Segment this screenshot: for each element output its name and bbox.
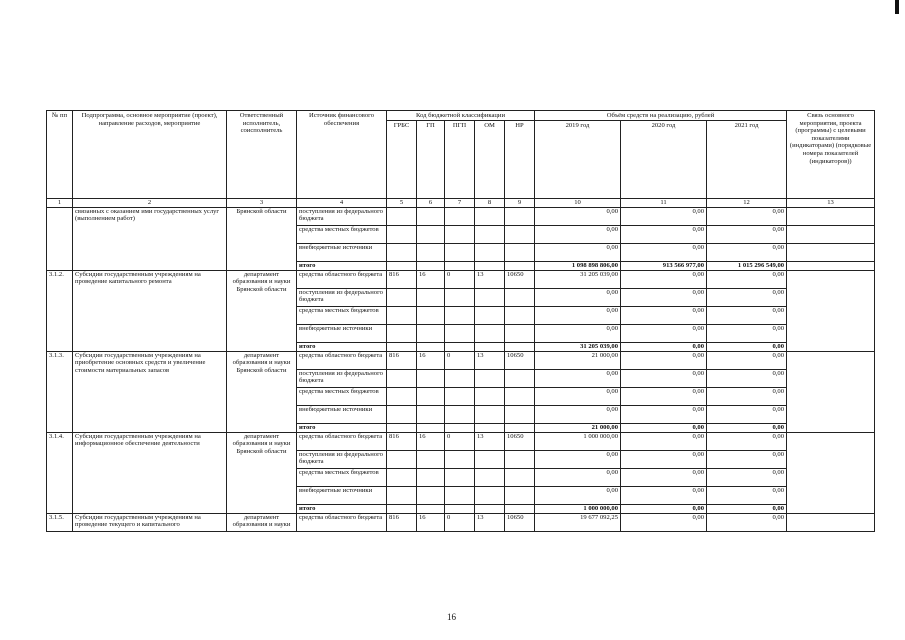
value-2019: 0,00: [535, 369, 621, 387]
value-2020: 0,00: [621, 243, 707, 261]
value-2021: 0,00: [707, 351, 787, 369]
value-2020: 0,00: [621, 207, 707, 225]
code-om: 13: [475, 432, 505, 450]
code-om: [475, 324, 505, 342]
code-pgp: 0: [445, 513, 475, 531]
code-pgp: 0: [445, 270, 475, 288]
value-2021: 0,00: [707, 243, 787, 261]
code-grbs: [387, 342, 417, 351]
value-2021: 0,00: [707, 423, 787, 432]
value-2020: 0,00: [621, 387, 707, 405]
header-code-grbs: ГРБС: [387, 120, 417, 198]
value-2021: 0,00: [707, 405, 787, 423]
code-grbs: 816: [387, 270, 417, 288]
header-year-2020: 2020 год: [621, 120, 707, 198]
column-number: 10: [535, 198, 621, 207]
column-number: 8: [475, 198, 505, 207]
header-num: № пп: [47, 111, 73, 199]
value-2020: 0,00: [621, 468, 707, 486]
source-cell: средства областного бюджета: [297, 513, 387, 531]
source-cell: средства местных бюджетов: [297, 306, 387, 324]
code-om: 13: [475, 513, 505, 531]
program-name: Субсидии государственным учреждениям на проведение текущего и капитального: [73, 513, 227, 531]
header-year-2021: 2021 год: [707, 120, 787, 198]
code-gp: [417, 369, 445, 387]
code-pgp: [445, 369, 475, 387]
code-grbs: [387, 486, 417, 504]
value-2019: 0,00: [535, 288, 621, 306]
code-om: [475, 306, 505, 324]
value-2020: 0,00: [621, 450, 707, 468]
code-nr: [505, 306, 535, 324]
value-2021: 0,00: [707, 342, 787, 351]
code-nr: [505, 225, 535, 243]
header-code-om: ОМ: [475, 120, 505, 198]
code-grbs: [387, 225, 417, 243]
source-cell: внебюджетные источники: [297, 405, 387, 423]
code-pgp: 0: [445, 351, 475, 369]
value-2020: 0,00: [621, 504, 707, 513]
code-nr: [505, 288, 535, 306]
header-code-group: Код бюджетной классификации: [387, 111, 535, 121]
code-nr: [505, 504, 535, 513]
code-pgp: [445, 504, 475, 513]
value-2019: 1 000 000,00: [535, 504, 621, 513]
value-2020: 0,00: [621, 225, 707, 243]
code-om: [475, 468, 505, 486]
code-pgp: [445, 288, 475, 306]
value-2020: 0,00: [621, 423, 707, 432]
source-cell: внебюджетные источники: [297, 324, 387, 342]
header-code-nr: НР: [505, 120, 535, 198]
code-nr: [505, 486, 535, 504]
code-gp: [417, 243, 445, 261]
value-2021: 0,00: [707, 432, 787, 450]
link-cell: [787, 513, 875, 531]
value-2019: 0,00: [535, 225, 621, 243]
code-gp: [417, 405, 445, 423]
value-2019: 0,00: [535, 324, 621, 342]
value-2019: 0,00: [535, 306, 621, 324]
code-pgp: [445, 243, 475, 261]
column-number: 5: [387, 198, 417, 207]
code-nr: [505, 405, 535, 423]
value-2020: 913 566 977,00: [621, 261, 707, 270]
code-pgp: [445, 261, 475, 270]
code-nr: [505, 468, 535, 486]
code-gp: 16: [417, 432, 445, 450]
code-grbs: [387, 387, 417, 405]
code-om: [475, 225, 505, 243]
responsible: департамент образования и науки Брянской области: [227, 270, 297, 351]
value-2021: 0,00: [707, 225, 787, 243]
value-2021: 1 015 296 549,00: [707, 261, 787, 270]
code-grbs: [387, 243, 417, 261]
table-row: [47, 270, 875, 288]
source-cell: итого: [297, 504, 387, 513]
link-cell: [787, 261, 875, 270]
value-2019: 19 677 092,25: [535, 513, 621, 531]
column-number: 11: [621, 198, 707, 207]
code-pgp: [445, 468, 475, 486]
code-nr: 10650: [505, 432, 535, 450]
header-volume-group: Объём средств на реализацию, рублей: [535, 111, 787, 121]
code-pgp: [445, 486, 475, 504]
code-om: [475, 342, 505, 351]
code-pgp: [445, 405, 475, 423]
link-cell: [787, 351, 875, 432]
header-code-gp: ГП: [417, 120, 445, 198]
value-2021: 0,00: [707, 468, 787, 486]
source-cell: внебюджетные источники: [297, 486, 387, 504]
code-nr: 10650: [505, 513, 535, 531]
row-num: 3.1.2.: [47, 270, 73, 351]
column-number: 6: [417, 198, 445, 207]
header-link: Связь основного мероприятия, проекта (программы) с целевыми показателями (индикаторами) (порядковые номера показателей (индикаторов)): [787, 111, 875, 199]
value-2020: 0,00: [621, 342, 707, 351]
code-gp: [417, 450, 445, 468]
scan-edge-mark: [895, 0, 899, 14]
code-nr: 10650: [505, 351, 535, 369]
responsible: департамент образования и науки Брянской области: [227, 432, 297, 513]
code-grbs: [387, 261, 417, 270]
link-cell: [787, 225, 875, 243]
column-number: 2: [73, 198, 227, 207]
value-2019: 0,00: [535, 405, 621, 423]
value-2019: 31 205 039,00: [535, 270, 621, 288]
value-2021: 0,00: [707, 306, 787, 324]
value-2020: 0,00: [621, 486, 707, 504]
link-cell: [787, 207, 875, 225]
value-2020: 0,00: [621, 513, 707, 531]
header-responsible: Ответственный исполнитель, соисполнитель: [227, 111, 297, 199]
responsible: Брянской области: [227, 207, 297, 270]
budget-table: [46, 110, 875, 532]
code-om: [475, 369, 505, 387]
code-om: [475, 504, 505, 513]
value-2019: 0,00: [535, 450, 621, 468]
value-2019: 31 205 039,00: [535, 342, 621, 351]
code-om: [475, 405, 505, 423]
source-cell: средства местных бюджетов: [297, 225, 387, 243]
value-2021: 0,00: [707, 486, 787, 504]
program-name: связанных с оказанием ими государственных услуг (выполнением работ): [73, 207, 227, 270]
source-cell: внебюджетные источники: [297, 243, 387, 261]
code-grbs: [387, 288, 417, 306]
value-2019: 0,00: [535, 486, 621, 504]
code-nr: [505, 342, 535, 351]
value-2019: 21 000,00: [535, 351, 621, 369]
source-cell: средства областного бюджета: [297, 351, 387, 369]
code-grbs: 816: [387, 432, 417, 450]
code-gp: [417, 387, 445, 405]
value-2020: 0,00: [621, 351, 707, 369]
code-gp: [417, 504, 445, 513]
code-gp: 16: [417, 513, 445, 531]
code-pgp: [445, 387, 475, 405]
source-cell: средства областного бюджета: [297, 270, 387, 288]
column-number: 3: [227, 198, 297, 207]
code-nr: [505, 207, 535, 225]
row-num: 3.1.3.: [47, 351, 73, 432]
program-name: Субсидии государственным учреждениям на проведение капитального ремонта: [73, 270, 227, 351]
value-2021: 0,00: [707, 207, 787, 225]
code-pgp: [445, 342, 475, 351]
code-grbs: [387, 306, 417, 324]
value-2021: 0,00: [707, 513, 787, 531]
code-grbs: 816: [387, 513, 417, 531]
code-pgp: [445, 450, 475, 468]
value-2021: 0,00: [707, 288, 787, 306]
code-gp: [417, 225, 445, 243]
code-gp: 16: [417, 351, 445, 369]
value-2021: 0,00: [707, 504, 787, 513]
code-gp: [417, 423, 445, 432]
source-cell: средства местных бюджетов: [297, 468, 387, 486]
code-pgp: [445, 225, 475, 243]
code-pgp: [445, 306, 475, 324]
value-2019: 21 000,00: [535, 423, 621, 432]
value-2021: 0,00: [707, 270, 787, 288]
value-2021: 0,00: [707, 450, 787, 468]
code-nr: [505, 243, 535, 261]
code-grbs: 816: [387, 351, 417, 369]
value-2020: 0,00: [621, 306, 707, 324]
code-nr: [505, 423, 535, 432]
value-2020: 0,00: [621, 405, 707, 423]
code-om: [475, 243, 505, 261]
code-nr: [505, 324, 535, 342]
value-2019: 0,00: [535, 387, 621, 405]
responsible: департамент образования и науки Брянской области: [227, 351, 297, 432]
code-pgp: [445, 207, 475, 225]
code-om: [475, 207, 505, 225]
value-2019: 0,00: [535, 207, 621, 225]
page-number: 16: [447, 612, 456, 622]
header-program: Подпрограмма, основное мероприятие (проект), направление расходов, мероприятие: [73, 111, 227, 199]
link-cell: [787, 243, 875, 261]
code-pgp: [445, 324, 475, 342]
value-2020: 0,00: [621, 369, 707, 387]
source-cell: средства местных бюджетов: [297, 387, 387, 405]
code-gp: [417, 468, 445, 486]
column-number-row: [47, 198, 875, 207]
value-2020: 0,00: [621, 432, 707, 450]
code-grbs: [387, 423, 417, 432]
code-om: [475, 288, 505, 306]
code-nr: 10650: [505, 270, 535, 288]
code-gp: [417, 342, 445, 351]
code-grbs: [387, 504, 417, 513]
code-om: [475, 423, 505, 432]
program-name: Субсидии государственным учреждениям на приобретение основных средств и увеличение стоимости материальных запасов: [73, 351, 227, 432]
code-grbs: [387, 207, 417, 225]
source-cell: итого: [297, 261, 387, 270]
source-cell: поступления из федерального бюджета: [297, 450, 387, 468]
code-om: [475, 387, 505, 405]
code-pgp: 0: [445, 432, 475, 450]
code-om: [475, 486, 505, 504]
code-gp: [417, 306, 445, 324]
link-cell: [787, 432, 875, 513]
source-cell: поступления из федерального бюджета: [297, 288, 387, 306]
value-2019: 1 000 000,00: [535, 432, 621, 450]
row-num: 3.1.5.: [47, 513, 73, 531]
value-2021: 0,00: [707, 324, 787, 342]
code-grbs: [387, 468, 417, 486]
header-year-2019: 2019 год: [535, 120, 621, 198]
column-number: 1: [47, 198, 73, 207]
program-name: Субсидии государственным учреждениям на информационное обеспечение деятельности: [73, 432, 227, 513]
code-gp: [417, 324, 445, 342]
code-gp: [417, 486, 445, 504]
value-2021: 0,00: [707, 387, 787, 405]
value-2019: 0,00: [535, 468, 621, 486]
source-cell: средства областного бюджета: [297, 432, 387, 450]
source-cell: поступления из федерального бюджета: [297, 369, 387, 387]
code-grbs: [387, 450, 417, 468]
code-om: 13: [475, 270, 505, 288]
code-gp: [417, 288, 445, 306]
code-nr: [505, 261, 535, 270]
source-cell: итого: [297, 342, 387, 351]
code-gp: 16: [417, 270, 445, 288]
code-om: [475, 261, 505, 270]
code-nr: [505, 450, 535, 468]
table-row: [47, 432, 875, 450]
row-num: 3.1.4.: [47, 432, 73, 513]
link-cell: [787, 270, 875, 351]
table-row: [47, 207, 875, 225]
column-number: 9: [505, 198, 535, 207]
value-2019: 1 098 898 806,00: [535, 261, 621, 270]
code-grbs: [387, 405, 417, 423]
column-number: 13: [787, 198, 875, 207]
code-grbs: [387, 369, 417, 387]
column-number: 12: [707, 198, 787, 207]
code-nr: [505, 387, 535, 405]
value-2019: 0,00: [535, 243, 621, 261]
code-gp: [417, 261, 445, 270]
column-number: 4: [297, 198, 387, 207]
header-code-pgp: ПГП: [445, 120, 475, 198]
code-nr: [505, 369, 535, 387]
row-num: [47, 207, 73, 270]
header-source: Источник финансового обеспечения: [297, 111, 387, 199]
value-2020: 0,00: [621, 324, 707, 342]
table-row: [47, 513, 875, 531]
code-om: 13: [475, 351, 505, 369]
value-2021: 0,00: [707, 369, 787, 387]
column-number: 7: [445, 198, 475, 207]
code-pgp: [445, 423, 475, 432]
value-2020: 0,00: [621, 288, 707, 306]
source-cell: поступления из федерального бюджета: [297, 207, 387, 225]
table-row: [47, 351, 875, 369]
value-2020: 0,00: [621, 270, 707, 288]
code-grbs: [387, 324, 417, 342]
responsible: департамент образования и науки: [227, 513, 297, 531]
code-om: [475, 450, 505, 468]
code-gp: [417, 207, 445, 225]
source-cell: итого: [297, 423, 387, 432]
